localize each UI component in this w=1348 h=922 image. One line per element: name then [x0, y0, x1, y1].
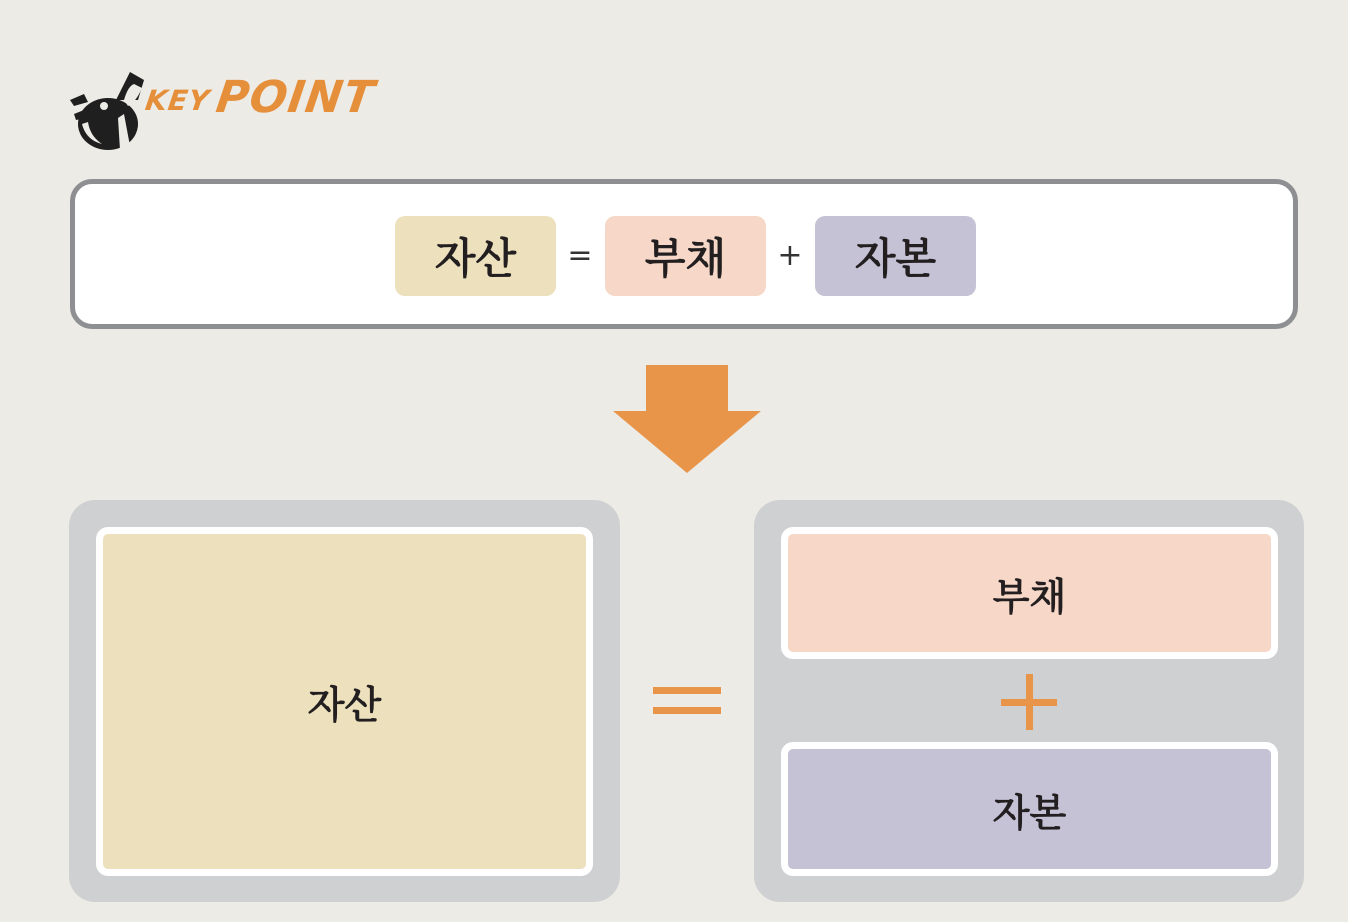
equals-icon [653, 684, 723, 718]
liability-card: 부채 [781, 527, 1278, 659]
equity-card: 자본 [781, 742, 1278, 876]
down-arrow-icon [612, 365, 762, 475]
formula-equity: 자본 [815, 216, 976, 296]
formula-plus-sign: + [777, 238, 803, 273]
asset-card: 자산 [96, 527, 593, 876]
formula-asset: 자산 [395, 216, 556, 296]
formula-equals-sign: = [567, 238, 593, 273]
formula-liability: 부채 [605, 216, 766, 296]
plus-icon [1001, 674, 1059, 732]
key-point-logo [68, 66, 379, 158]
hippo-icon [68, 66, 148, 156]
key-point-text: KEY POINT [143, 72, 379, 123]
